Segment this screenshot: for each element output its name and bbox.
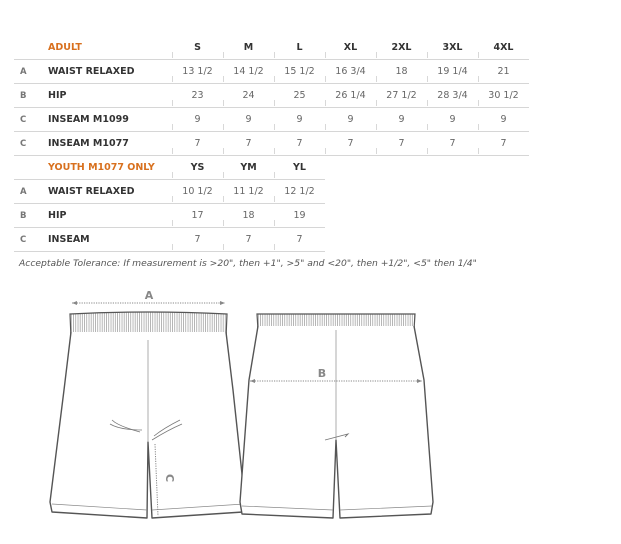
shorts-diagram: [0, 280, 621, 544]
cell-value: 14 1/2: [223, 60, 274, 84]
cell-value: 9: [274, 108, 325, 132]
cell-value: 19: [274, 204, 325, 228]
table-row: [14, 132, 529, 156]
cell-value: 18: [223, 204, 274, 228]
adult-col-s: S: [172, 36, 223, 60]
row-label: WAIST RELAXED: [48, 66, 135, 77]
cell-value: 12 1/2: [274, 180, 325, 204]
row-letter: C: [20, 114, 27, 125]
cell-value: 23: [172, 84, 223, 108]
adult-col-m: M: [223, 36, 274, 60]
cell-value: 9: [478, 108, 529, 132]
table-row: [14, 108, 529, 132]
adult-col-2xl: 2XL: [376, 36, 427, 60]
cell-value: 9: [223, 108, 274, 132]
cell-value: 7: [223, 228, 274, 252]
cell-value: 7: [223, 132, 274, 156]
row-label: HIP: [48, 210, 67, 221]
table-row: [14, 204, 325, 228]
adult-size-table: [14, 36, 529, 156]
header-letter-blank: [14, 36, 48, 60]
row-label: WAIST RELAXED: [48, 186, 135, 197]
cell-value: 7: [478, 132, 529, 156]
cell-value: 7: [172, 132, 223, 156]
cell-value: 7: [325, 132, 376, 156]
youth-heading: YOUTH M1077 ONLY: [48, 162, 155, 173]
row-letter: A: [20, 66, 27, 77]
cell-value: 7: [376, 132, 427, 156]
cell-value: 24: [223, 84, 274, 108]
youth-col-ys: YS: [172, 156, 223, 180]
table-row: [14, 180, 325, 204]
shorts-front-view: [50, 301, 245, 518]
cell-value: 28 3/4: [427, 84, 478, 108]
shorts-back-view: [240, 314, 433, 518]
row-letter: C: [20, 138, 27, 149]
cell-value: 13 1/2: [172, 60, 223, 84]
cell-value: 9: [376, 108, 427, 132]
tolerance-note: Acceptable Tolerance: If measurement is >20", then +1", >5" and <20", then +1/2", <5" then 1/4": [19, 258, 477, 269]
youth-col-yl: YL: [274, 156, 325, 180]
youth-header-row: [14, 156, 325, 180]
cell-value: 7: [274, 132, 325, 156]
adult-heading: ADULT: [48, 42, 82, 53]
cell-value: 9: [172, 108, 223, 132]
youth-col-ym: YM: [223, 156, 274, 180]
cell-value: 17: [172, 204, 223, 228]
youth-size-table: [14, 156, 325, 252]
row-label: HIP: [48, 90, 67, 101]
cell-value: 7: [427, 132, 478, 156]
adult-col-4xl: 4XL: [478, 36, 529, 60]
cell-value: 16 3/4: [325, 60, 376, 84]
cell-value: 11 1/2: [223, 180, 274, 204]
measure-label-c: C: [163, 473, 176, 483]
row-letter: C: [20, 234, 27, 245]
row-letter: B: [20, 90, 27, 101]
row-label: INSEAM: [48, 234, 90, 245]
adult-col-3xl: 3XL: [427, 36, 478, 60]
measure-label-a: A: [144, 289, 154, 302]
cell-value: 15 1/2: [274, 60, 325, 84]
table-row: [14, 84, 529, 108]
cell-value: 21: [478, 60, 529, 84]
cell-value: 9: [325, 108, 376, 132]
row-label: INSEAM M1077: [48, 138, 129, 149]
header-letter-blank: [14, 156, 48, 180]
adult-col-l: L: [274, 36, 325, 60]
cell-value: 10 1/2: [172, 180, 223, 204]
cell-value: 9: [427, 108, 478, 132]
cell-value: 27 1/2: [376, 84, 427, 108]
table-row: [14, 60, 529, 84]
table-row: [14, 228, 325, 252]
adult-header-row: [14, 36, 529, 60]
cell-value: 18: [376, 60, 427, 84]
row-letter: B: [20, 210, 27, 221]
adult-col-xl: XL: [325, 36, 376, 60]
measure-label-b: B: [317, 367, 327, 380]
cell-value: 30 1/2: [478, 84, 529, 108]
cell-value: 19 1/4: [427, 60, 478, 84]
cell-value: 7: [274, 228, 325, 252]
cell-value: 7: [172, 228, 223, 252]
cell-value: 25: [274, 84, 325, 108]
row-letter: A: [20, 186, 27, 197]
cell-value: 26 1/4: [325, 84, 376, 108]
row-label: INSEAM M1099: [48, 114, 129, 125]
